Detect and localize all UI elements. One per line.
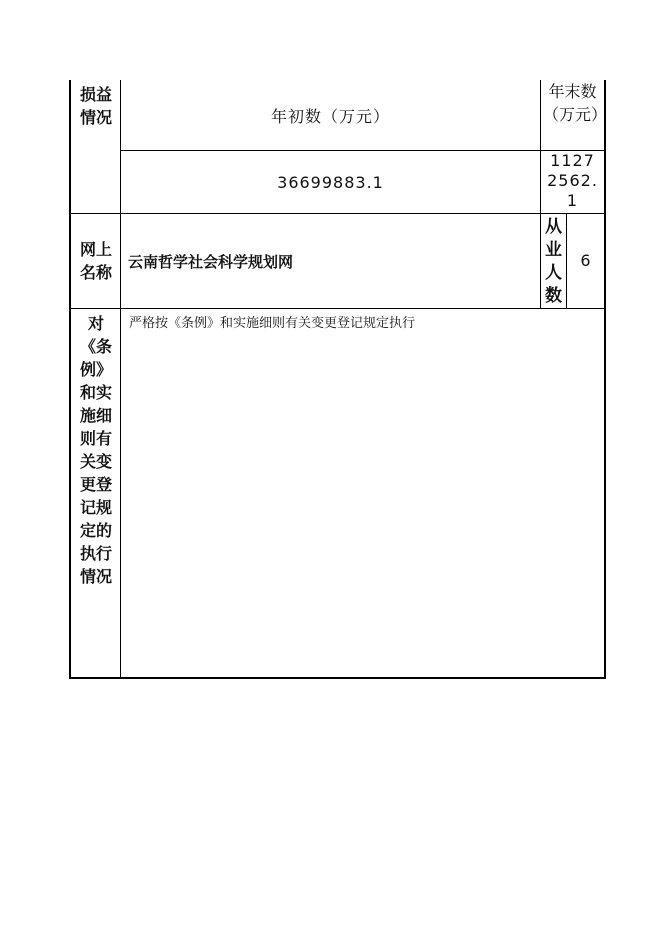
- table-right-border: [604, 80, 606, 679]
- beginning-value-cell: [121, 151, 540, 213]
- end-value-cell: [541, 151, 604, 213]
- end-value: 11272562.1: [547, 151, 598, 210]
- website-label-cell: [72, 214, 120, 308]
- website-label: 网上名称: [79, 240, 112, 282]
- compliance-label: 对《条例》和实施细则有关变更登记规定的执行情况: [79, 314, 112, 586]
- table-bottom-border: [69, 677, 606, 679]
- staff-label: 从业人数: [545, 217, 562, 306]
- beginning-header-cell: [121, 80, 540, 150]
- profit-loss-label: 损益情况: [79, 85, 112, 127]
- compliance-value-cell: [121, 309, 604, 677]
- website-value-cell: [121, 214, 540, 308]
- beginning-header: 年初数（万元）: [270, 106, 390, 126]
- staff-label-cell: [541, 214, 566, 308]
- beginning-value: 36699883.1: [277, 172, 384, 192]
- table-left-border: [69, 80, 71, 679]
- staff-value-cell: [567, 214, 604, 308]
- staff-value: 6: [580, 251, 591, 270]
- compliance-value: 严格按《条例》和实施细则有关变更登记规定执行: [129, 316, 416, 331]
- end-header: 年末数（万元）: [543, 82, 608, 124]
- website-value: 云南哲学社会科学规划网: [128, 252, 294, 271]
- compliance-label-cell: [72, 309, 120, 677]
- end-header-cell: [541, 80, 608, 150]
- profit-loss-label-cell: [72, 80, 120, 213]
